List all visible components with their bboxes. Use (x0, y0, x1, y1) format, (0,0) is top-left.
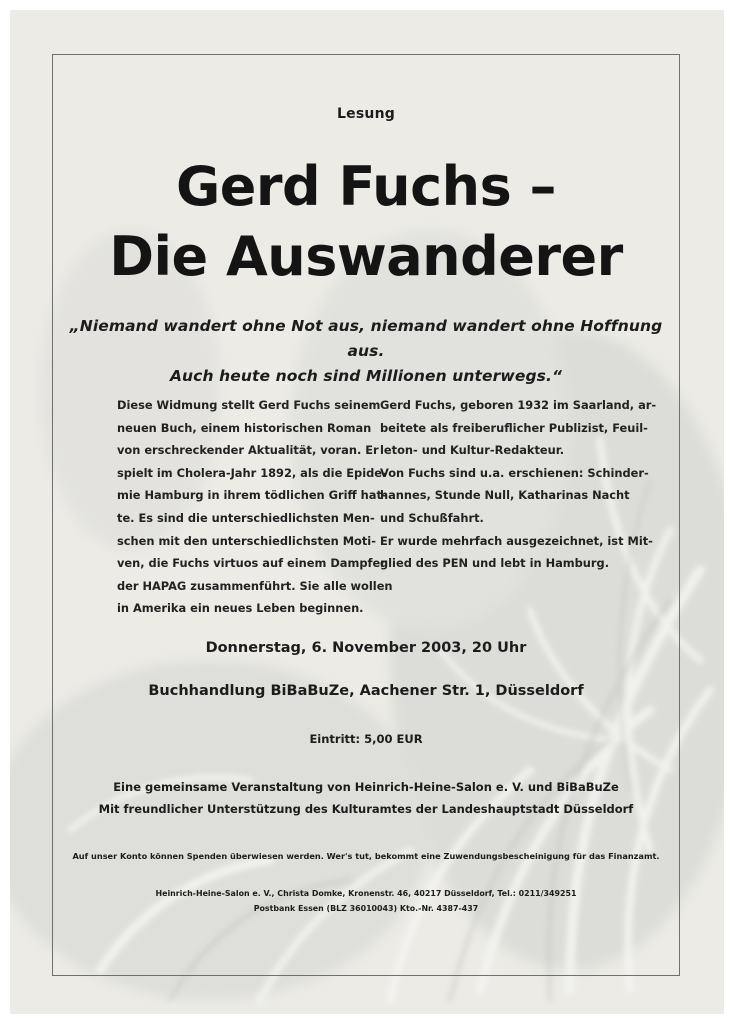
right-column-line: und Schußfahrt. (380, 510, 484, 525)
right-column-line: Er wurde mehrfach ausgezeichnet, ist Mit- (380, 533, 653, 548)
left-column-line: neuen Buch, einem historischen Roman (117, 420, 372, 435)
sponsor-line: Mit freundlicher Unterstützung des Kulturamtes der Landeshauptstadt Düsseldorf (98, 802, 634, 816)
right-column-line: hannes, Stunde Null, Katharinas Nacht (380, 488, 630, 503)
event-type-label: Lesung (337, 106, 395, 122)
left-column-line: in Amerika ein neues Leben beginnen. (117, 601, 364, 616)
left-column-line: spielt im Cholera-Jahr 1892, als die Epide- (117, 465, 387, 480)
quote-line-2: Auch heute noch sind Millionen unterwegs.“ (169, 367, 563, 385)
right-column-line: Von Fuchs sind u.a. erschienen: Schinder- (380, 465, 649, 480)
book-description-column (117, 394, 393, 620)
left-column-line: der HAPAG zusammenführt. Sie alle wollen (117, 578, 393, 593)
left-column-line: von erschreckender Aktualität, voran. Er (117, 443, 379, 458)
admission-price: Eintritt: 5,00 EUR (309, 732, 423, 746)
bank-account: Postbank Essen (BLZ 36010043) Kto.-Nr. 4387-437 (253, 904, 479, 913)
left-column-line: te. Es sind die unterschiedlichsten Men- (117, 510, 375, 525)
event-date: Donnerstag, 6. November 2003, 20 Uhr (205, 640, 527, 656)
left-column-line: Diese Widmung stellt Gerd Fuchs seinem (117, 398, 381, 412)
event-venue: Buchhandlung BiBaBuZe, Aachener Str. 1, Düsseldorf (148, 683, 584, 699)
donation-note: Auf unser Konto können Spenden überwiesen werden. Wer's tut, bekommt eine Zuwendungsbescheinigung für das Finanzamt. (72, 851, 660, 861)
left-column-line: mie Hamburg in ihrem tödlichen Griff hat- (117, 488, 387, 503)
title-line-1: Gerd Fuchs – (175, 155, 557, 218)
right-column-line: Gerd Fuchs, geboren 1932 im Saarland, ar- (380, 398, 657, 412)
quote-line-1: „Niemand wandert ohne Not aus, niemand wandert ohne Hoffnung aus. (69, 317, 663, 360)
poster-sheet (10, 10, 724, 1014)
left-column-line: schen mit den unterschiedlichsten Moti- (117, 533, 376, 548)
author-bio-column (380, 394, 657, 575)
right-column-line: glied des PEN und lebt in Hamburg. (380, 556, 610, 571)
contact-address: Heinrich-Heine-Salon e. V., Christa Domke, Kronenstr. 46, 40217 Düsseldorf, Tel.: 0211/349251 (155, 889, 577, 898)
poster-title (52, 152, 680, 292)
dedication-quote (52, 314, 680, 389)
organizer-line: Eine gemeinsame Veranstaltung von Heinrich-Heine-Salon e. V. und BiBaBuZe (113, 780, 619, 794)
poster-content (10, 10, 724, 1014)
left-column-line: ven, die Fuchs virtuos auf einem Dampfer (117, 556, 386, 571)
right-column-line: beitete als freiberuflicher Publizist, Feuil- (380, 420, 648, 435)
right-column-line: leton- und Kultur-Redakteur. (380, 443, 565, 458)
title-line-2: Die Auswanderer (109, 225, 623, 288)
